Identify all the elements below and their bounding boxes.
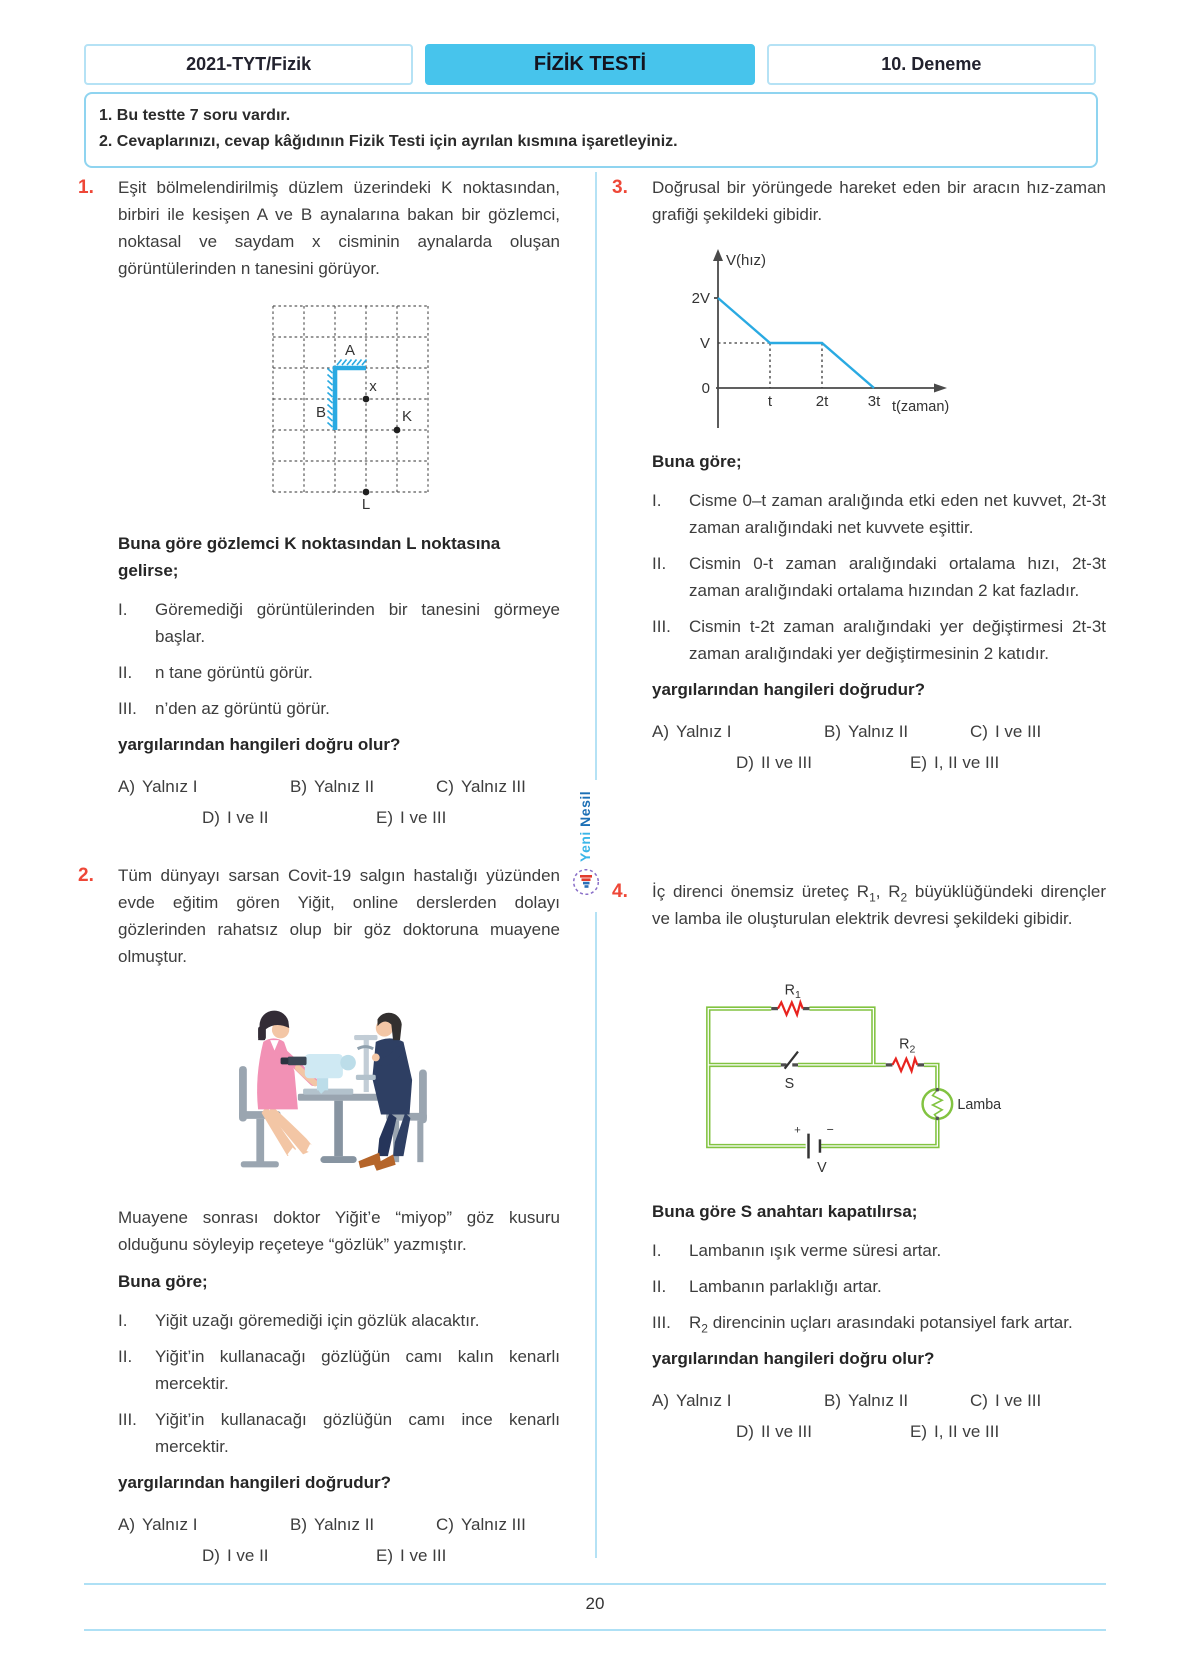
options-row — [118, 1542, 560, 1573]
r2-label: $R_2$ — [899, 1036, 916, 1056]
option-e: E) I, II ve III — [910, 1422, 1000, 1441]
instructions-box — [84, 92, 1098, 168]
doctor-figure — [257, 1011, 324, 1165]
yeni-nesil-logo-icon — [572, 868, 600, 896]
options-row — [652, 718, 1106, 749]
list-item: III. n’den az görüntü görür. — [118, 699, 330, 718]
question-4 — [612, 878, 1106, 1449]
question-2-text-2: Muayene sonrası doktor Yiğit’e “miyop” göz kusuru olduğunu söyleyip reçeteye “gözlük” yazmıştır. — [118, 1208, 560, 1254]
option-a: A) Yalnız I — [118, 777, 198, 796]
option-d: D) II ve III — [736, 753, 812, 772]
question-4-closing: yargılarından hangileri doğru olur? — [652, 1349, 935, 1368]
yeni-nesil-logo-text: Yeni Nesil — [577, 790, 593, 862]
option-d: D) I ve II — [202, 1546, 269, 1565]
x-tick-3t: 3t — [867, 393, 881, 410]
question-3-number: 3. — [612, 177, 628, 198]
instruction-line-2: 2. Cevaplarınızı, cevap kâğıdının Fizik Testi için ayrılan kısmına işaretleyiniz. — [99, 133, 678, 150]
y-tick-2v: 2V — [691, 290, 710, 307]
list-item: III. $R_2$ direncinin uçları arasındaki potansiyel fark artar. — [652, 1313, 1073, 1336]
x-tick-2t: 2t — [815, 393, 829, 410]
mirror-b-label: B — [315, 404, 327, 421]
grid-lines — [273, 306, 428, 492]
point-x-label: x — [369, 378, 377, 395]
list-item: II. Yiğit’in kullanacağı gözlüğün camı kalın kenarlı mercektir. — [118, 1347, 560, 1393]
question-1-text: Eşit bölmelendirilmiş düzlem üzerindeki K noktasından, birbiri ile kesişen A ve B aynalarına bakan bir gözlemci, noktasal ve saydam x cisminin aynalarda oluşan görüntülerinden n tanesini görüyor. — [118, 178, 560, 278]
list-item: II. n tane görüntü görür. — [118, 663, 313, 682]
question-2-number: 2. — [78, 865, 94, 886]
circuit-diagram — [630, 944, 1106, 1190]
question-2 — [78, 862, 560, 1573]
question-1-closing: yargılarından hangileri doğru olur? — [118, 735, 401, 754]
circuit-wires — [708, 1009, 937, 1146]
option-b: B) Yalnız II — [290, 1515, 375, 1534]
list-item: I. Lambanın ışık verme süresi artar. — [652, 1241, 942, 1260]
battery-plus: + — [794, 1124, 801, 1137]
mirror-grid-diagram — [241, 296, 560, 522]
y-tick-0: 0 — [701, 380, 710, 397]
options-row — [652, 1418, 1106, 1449]
option-b: B) Yalnız II — [290, 777, 375, 796]
options-row — [118, 773, 560, 804]
question-3 — [612, 174, 1106, 780]
question-4-text: İç direnci önemsiz üreteç $R_1$, $R_2$ büyüklüğündeki dirençler ve lamba ile oluşturulan elektrik devresi şekildeki gibidir. — [652, 882, 1106, 928]
list-item: III. Cismin t-2t zaman aralığındaki yer değiştirmesi 2t-3t zaman aralığındaki yer değiştirmesinin 2 katıdır. — [652, 617, 1106, 663]
diagram-points — [363, 396, 401, 496]
question-2-stem: Buna göre; — [118, 1272, 208, 1291]
instruction-line-1: 1. Bu testte 7 soru vardır. — [99, 107, 291, 124]
switch-s — [781, 1052, 798, 1069]
page-header — [84, 44, 1096, 85]
footer-line-bottom — [84, 1629, 1106, 1631]
x-tick-t: t — [767, 393, 773, 410]
option-c: C) I ve III — [970, 1391, 1042, 1410]
column-divider-bottom — [595, 912, 597, 1558]
point-k-label: K — [401, 408, 413, 425]
header-right-box: 10. Deneme — [767, 44, 1096, 85]
question-1-number: 1. — [78, 177, 94, 198]
options-row — [118, 1511, 560, 1542]
list-item: II. Cismin 0-t zaman aralığındaki ortalama hızı, 2t-3t zaman aralığındaki ortalama hızından 2 kat fazladır. — [652, 554, 1106, 600]
eye-exam-illustration — [220, 986, 560, 1194]
list-item: II. Lambanın parlaklığı artar. — [652, 1277, 882, 1296]
options-row — [652, 1387, 1106, 1418]
point-l-label: L — [361, 496, 371, 513]
options-row — [652, 749, 1106, 780]
question-1-stem: Buna göre gözlemci K noktasından L noktasına gelirse; — [118, 534, 501, 580]
x-axis-label: t(zaman) — [892, 399, 950, 415]
question-3-closing: yargılarından hangileri doğrudur? — [652, 680, 925, 699]
mirrors — [328, 360, 367, 431]
option-a: A) Yalnız I — [118, 1515, 198, 1534]
switch-label: S — [784, 1075, 795, 1092]
list-item: I. Yiğit uzağı göremediği için gözlük alacaktır. — [118, 1311, 480, 1330]
option-c: C) Yalnız III — [436, 777, 526, 796]
options-row — [118, 804, 560, 835]
option-d: D) I ve II — [202, 808, 269, 827]
option-e: E) I, II ve III — [910, 753, 1000, 772]
question-1 — [78, 174, 560, 835]
question-4-number: 4. — [612, 881, 628, 902]
header-title-box: FİZİK TESTİ — [425, 44, 754, 85]
question-4-stem: Buna göre S anahtarı kapatılırsa; — [652, 1202, 918, 1221]
battery-label: V — [817, 1159, 827, 1176]
option-e: E) I ve III — [376, 1546, 447, 1565]
header-left-box: 2021-TYT/Fizik — [84, 44, 413, 85]
option-c: C) I ve III — [970, 722, 1042, 741]
page-number: 20 — [585, 1594, 605, 1613]
footer-line-top — [84, 1583, 1106, 1585]
question-2-text: Tüm dünyayı sarsan Covit-19 salgın hastalığı yüzünden evde eğitim gören Yiğit, online derslerden dolayı gözlerinden rahatsız olup bir göz doktoruna muayene olmuştur. — [118, 866, 560, 966]
question-3-text: Doğrusal bir yörüngede hareket eden bir aracın hız-zaman grafiği şekildeki gibidir. — [652, 178, 1106, 224]
y-axis-label: V(hız) — [726, 252, 767, 269]
battery — [809, 1134, 820, 1159]
list-item: I. Göremediği görüntülerinden bir tanesini görmeye başlar. — [118, 600, 560, 646]
option-a: A) Yalnız I — [652, 1391, 732, 1410]
battery-minus: − — [826, 1122, 834, 1137]
option-c: C) Yalnız III — [436, 1515, 526, 1534]
list-item: I. Cisme 0–t zaman aralığında etki eden net kuvvet, 2t-3t zaman aralığındaki net kuvvete eşittir. — [652, 491, 1106, 537]
question-3-stem: Buna göre; — [652, 452, 742, 471]
column-divider-top — [595, 172, 597, 780]
lamp — [923, 1088, 953, 1120]
resistor-r2 — [886, 1059, 924, 1071]
list-item: III. Yiğit’in kullanacağı gözlüğün camı ince kenarlı mercektir. — [118, 1410, 560, 1456]
question-2-closing: yargılarından hangileri doğrudur? — [118, 1473, 391, 1492]
option-b: B) Yalnız II — [824, 1391, 909, 1410]
r1-label: $R_1$ — [784, 982, 801, 1002]
resistor-r1 — [771, 1002, 809, 1014]
lamp-label: Lamba — [957, 1096, 1002, 1113]
velocity-time-graph — [658, 238, 1106, 442]
mirror-a-label: A — [344, 342, 356, 359]
option-a: A) Yalnız I — [652, 722, 732, 741]
option-e: E) I ve III — [376, 808, 447, 827]
option-d: D) II ve III — [736, 1422, 812, 1441]
y-tick-v: V — [699, 335, 710, 352]
option-b: B) Yalnız II — [824, 722, 909, 741]
